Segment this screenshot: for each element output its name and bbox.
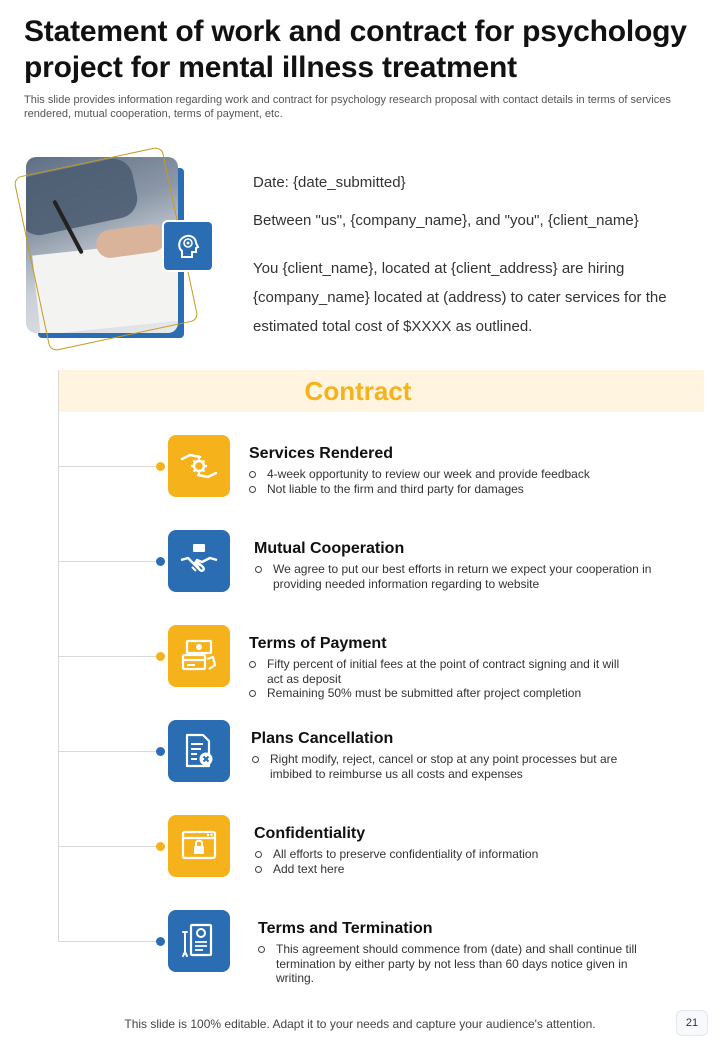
item-heading: Terms and Termination: [258, 920, 433, 937]
timeline-dot: [156, 747, 165, 756]
item-heading: Mutual Cooperation: [254, 540, 405, 557]
timeline-dot: [156, 462, 165, 471]
item-bullets: [255, 562, 665, 591]
date-line: Date: {date_submitted}: [253, 174, 406, 191]
item-bullets: [249, 657, 634, 701]
slide-title: Statement of work and contract for psychology project for mental illness treatment: [24, 15, 687, 84]
bullet: All efforts to preserve confidentiality of information: [255, 847, 655, 862]
footer-note: This slide is 100% editable. Adapt it to your needs and capture your audience's attention.: [124, 1017, 596, 1031]
bullet: Add text here: [255, 862, 655, 877]
timeline-dot: [156, 937, 165, 946]
bullet: 4-week opportunity to review our week and provide feedback: [249, 467, 649, 482]
timeline-dot: [156, 652, 165, 661]
timeline-dot: [156, 842, 165, 851]
item-bullets: [252, 752, 652, 781]
bullet: Right modify, reject, cancel or stop at any point processes but are imbibed to reimburse us all costs and expenses: [252, 752, 652, 781]
contract-item-terms-and-termination: [58, 910, 704, 985]
item-heading: Confidentiality: [254, 825, 366, 842]
handshake-icon: [168, 530, 230, 592]
hand-gear-icon: [168, 435, 230, 497]
item-bullets: [258, 942, 658, 986]
cancel-document-icon: [168, 720, 230, 782]
item-heading: Services Rendered: [249, 445, 394, 462]
lock-window-icon: [168, 815, 230, 877]
item-heading: Plans Cancellation: [251, 730, 394, 747]
bullet: Remaining 50% must be submitted after project completion: [249, 686, 634, 701]
contract-item-terms-of-payment: [58, 625, 704, 700]
bullet: Not liable to the firm and third party for damages: [249, 482, 649, 497]
timeline-dot: [156, 557, 165, 566]
item-heading: Terms of Payment: [249, 635, 387, 652]
contract-item-confidentiality: [58, 815, 704, 885]
parties-line: Between "us", {company_name}, and "you", {client_name}: [253, 212, 639, 229]
item-bullets: [249, 467, 649, 496]
slide-subtitle: This slide provides information regarding work and contract for psychology research proposal with contact details in terms of services rendered, mutual cooperation, terms of payment, etc.: [24, 94, 671, 120]
bullet: Fifty percent of initial fees at the point of contract signing and it will act as deposit: [249, 657, 634, 686]
brain-head-icon: [162, 220, 214, 272]
contract-item-plans-cancellation: [58, 720, 704, 790]
page-number: 21: [676, 1010, 708, 1036]
contract-item-services-rendered: [58, 435, 704, 505]
contract-title: Contract: [304, 376, 412, 406]
intro-paragraph: You {client_name}, located at {client_address} are hiring {company_name} located at (address) to cater services for the estimated total cost of $XXXX as outlined.: [253, 260, 667, 335]
bullet: This agreement should commence from (date) and shall continue till termination by either party by not less than 60 days notice given in writing.: [258, 942, 658, 986]
payment-icon: [168, 625, 230, 687]
contract-item-mutual-cooperation: [58, 530, 704, 600]
certificate-icon: [168, 910, 230, 972]
bullet: We agree to put our best efforts in return we expect your cooperation in providing needed information regarding to website: [255, 562, 665, 591]
item-bullets: [255, 847, 655, 876]
contract-header: [58, 370, 704, 412]
